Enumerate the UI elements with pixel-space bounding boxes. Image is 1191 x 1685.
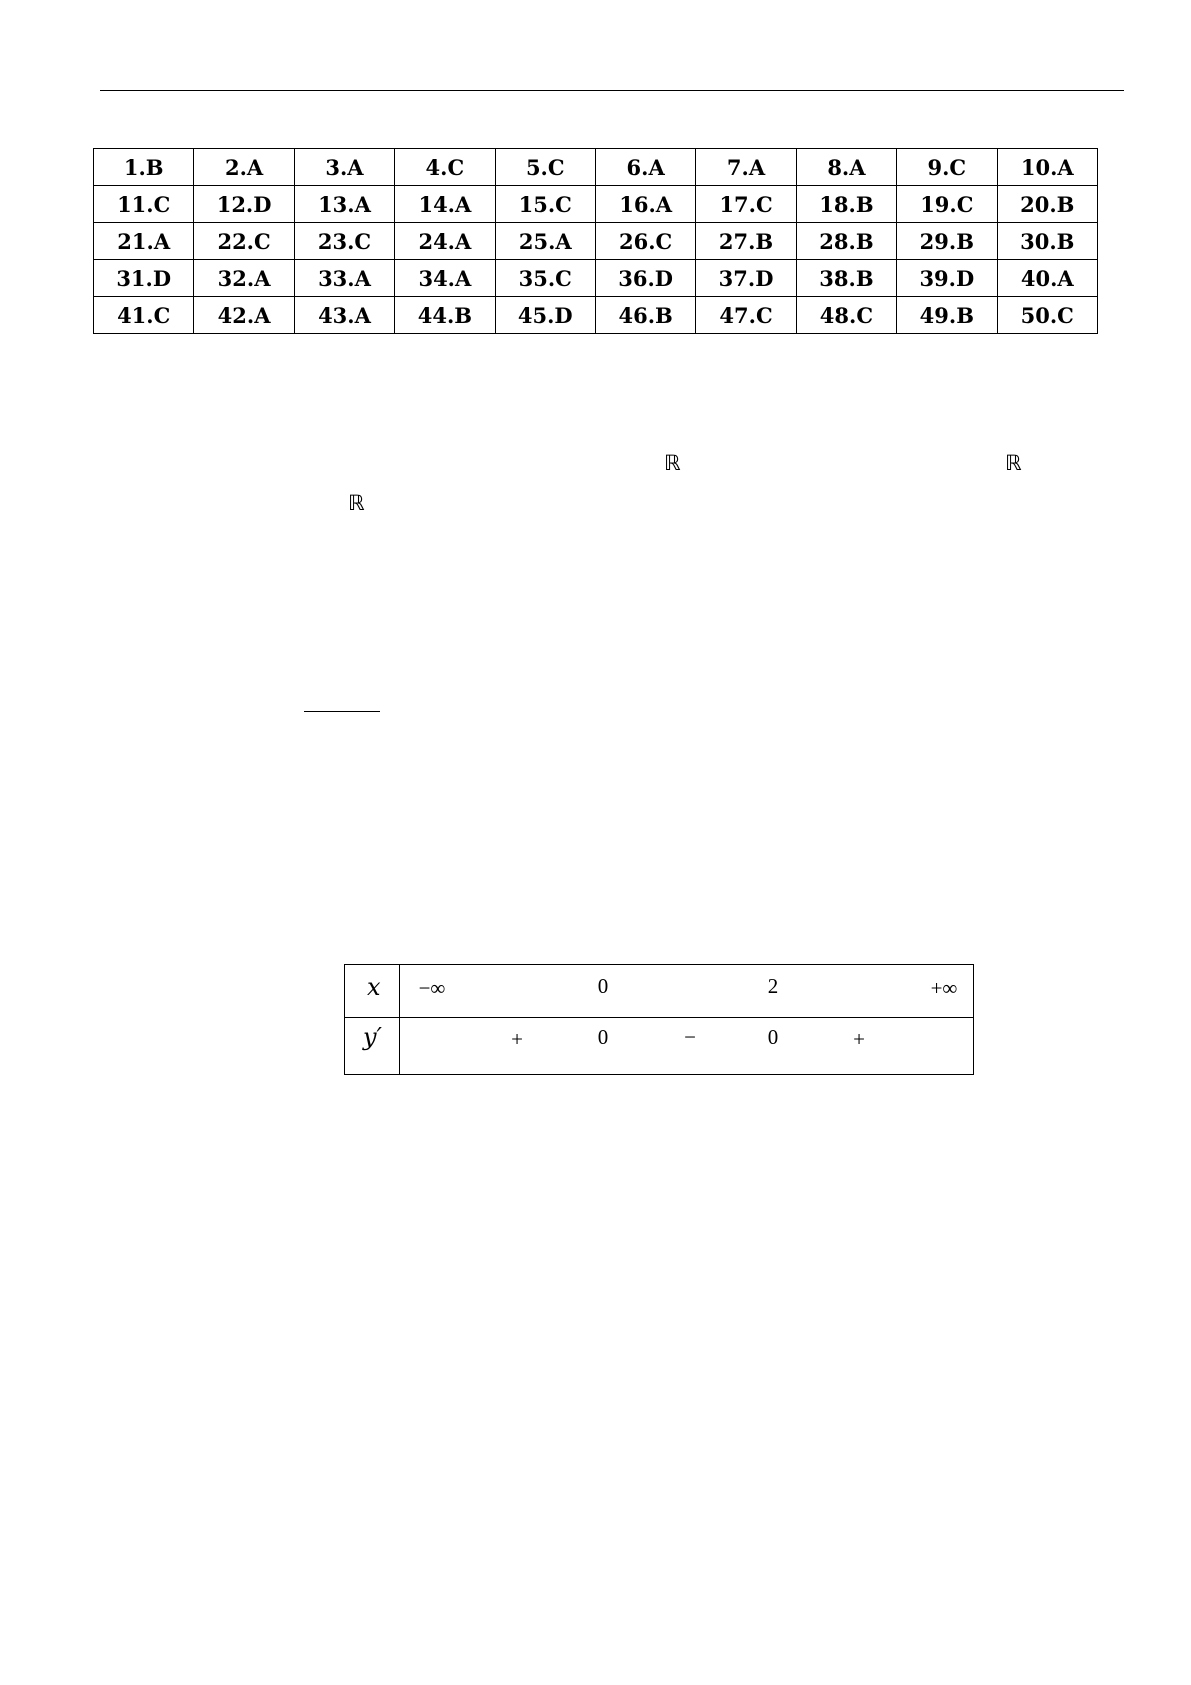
answer-cell: 33.A [294, 260, 394, 297]
answer-cell: 12.D [194, 186, 294, 223]
answer-cell: 17.C [696, 186, 796, 223]
answer-cell: 50.C [997, 297, 1097, 334]
variation-table-divider [345, 1017, 973, 1018]
variation-table-divider [399, 965, 400, 1074]
answer-row [94, 297, 1098, 334]
answer-cell: 29.B [897, 223, 997, 260]
answer-cell: 26.C [595, 223, 695, 260]
answer-cell: 2.A [194, 149, 294, 186]
answer-cell: 49.B [897, 297, 997, 334]
answer-cell: 8.A [796, 149, 896, 186]
x-value: +∞ [930, 976, 958, 1000]
y-prime-sign: + [853, 1027, 865, 1051]
fraction-bar [304, 711, 380, 712]
answer-row [94, 260, 1098, 297]
answer-cell: 39.D [897, 260, 997, 297]
answer-cell: 38.B [796, 260, 896, 297]
answer-cell: 9.C [897, 149, 997, 186]
answer-cell: 19.C [897, 186, 997, 223]
answer-cell: 48.C [796, 297, 896, 334]
answer-row [94, 186, 1098, 223]
answer-key-table [93, 148, 1098, 334]
answer-cell: 5.C [495, 149, 595, 186]
answer-cell: 20.B [997, 186, 1097, 223]
answer-cell: 37.D [696, 260, 796, 297]
answer-cell: 27.B [696, 223, 796, 260]
answer-cell: 16.A [595, 186, 695, 223]
answer-cell: 42.A [194, 297, 294, 334]
answer-cell: 40.A [997, 260, 1097, 297]
answer-cell: 15.C [495, 186, 595, 223]
x-value: 2 [767, 974, 779, 998]
answer-cell: 6.A [595, 149, 695, 186]
answer-cell: 46.B [595, 297, 695, 334]
answer-cell: 45.D [495, 297, 595, 334]
header-rule [100, 90, 1124, 91]
answer-cell: 21.A [94, 223, 194, 260]
answer-row [94, 149, 1098, 186]
answer-row [94, 223, 1098, 260]
answer-cell: 3.A [294, 149, 394, 186]
answer-cell: 13.A [294, 186, 394, 223]
answer-cell: 11.C [94, 186, 194, 223]
answer-cell: 10.A [997, 149, 1097, 186]
x-row-label: x [367, 973, 381, 1001]
answer-cell: 7.A [696, 149, 796, 186]
answer-cell: 31.D [94, 260, 194, 297]
answer-cell: 14.A [395, 186, 495, 223]
answer-cell: 22.C [194, 223, 294, 260]
answer-cell: 4.C [395, 149, 495, 186]
answer-cell: 24.A [395, 223, 495, 260]
answer-cell: 36.D [595, 260, 695, 297]
y-prime-row-label: y′ [363, 1023, 383, 1051]
answer-cell: 44.B [395, 297, 495, 334]
real-set-symbol: ℝ [1005, 451, 1022, 475]
answer-cell: 34.A [395, 260, 495, 297]
real-set-symbol: ℝ [348, 491, 365, 515]
answer-cell: 32.A [194, 260, 294, 297]
y-prime-value: 0 [597, 1025, 609, 1049]
answer-cell: 25.A [495, 223, 595, 260]
x-value: −∞ [418, 976, 446, 1000]
x-value: 0 [597, 974, 609, 998]
answer-cell: 23.C [294, 223, 394, 260]
answer-cell: 35.C [495, 260, 595, 297]
answer-cell: 43.A [294, 297, 394, 334]
answer-cell: 28.B [796, 223, 896, 260]
answer-cell: 41.C [94, 297, 194, 334]
answer-cell: 47.C [696, 297, 796, 334]
variation-table [344, 964, 974, 1075]
answer-cell: 18.B [796, 186, 896, 223]
y-prime-sign: + [511, 1027, 523, 1051]
y-prime-value: 0 [767, 1025, 779, 1049]
answer-cell: 1.B [94, 149, 194, 186]
answer-cell: 30.B [997, 223, 1097, 260]
real-set-symbol: ℝ [664, 451, 681, 475]
y-prime-sign: − [684, 1025, 696, 1049]
